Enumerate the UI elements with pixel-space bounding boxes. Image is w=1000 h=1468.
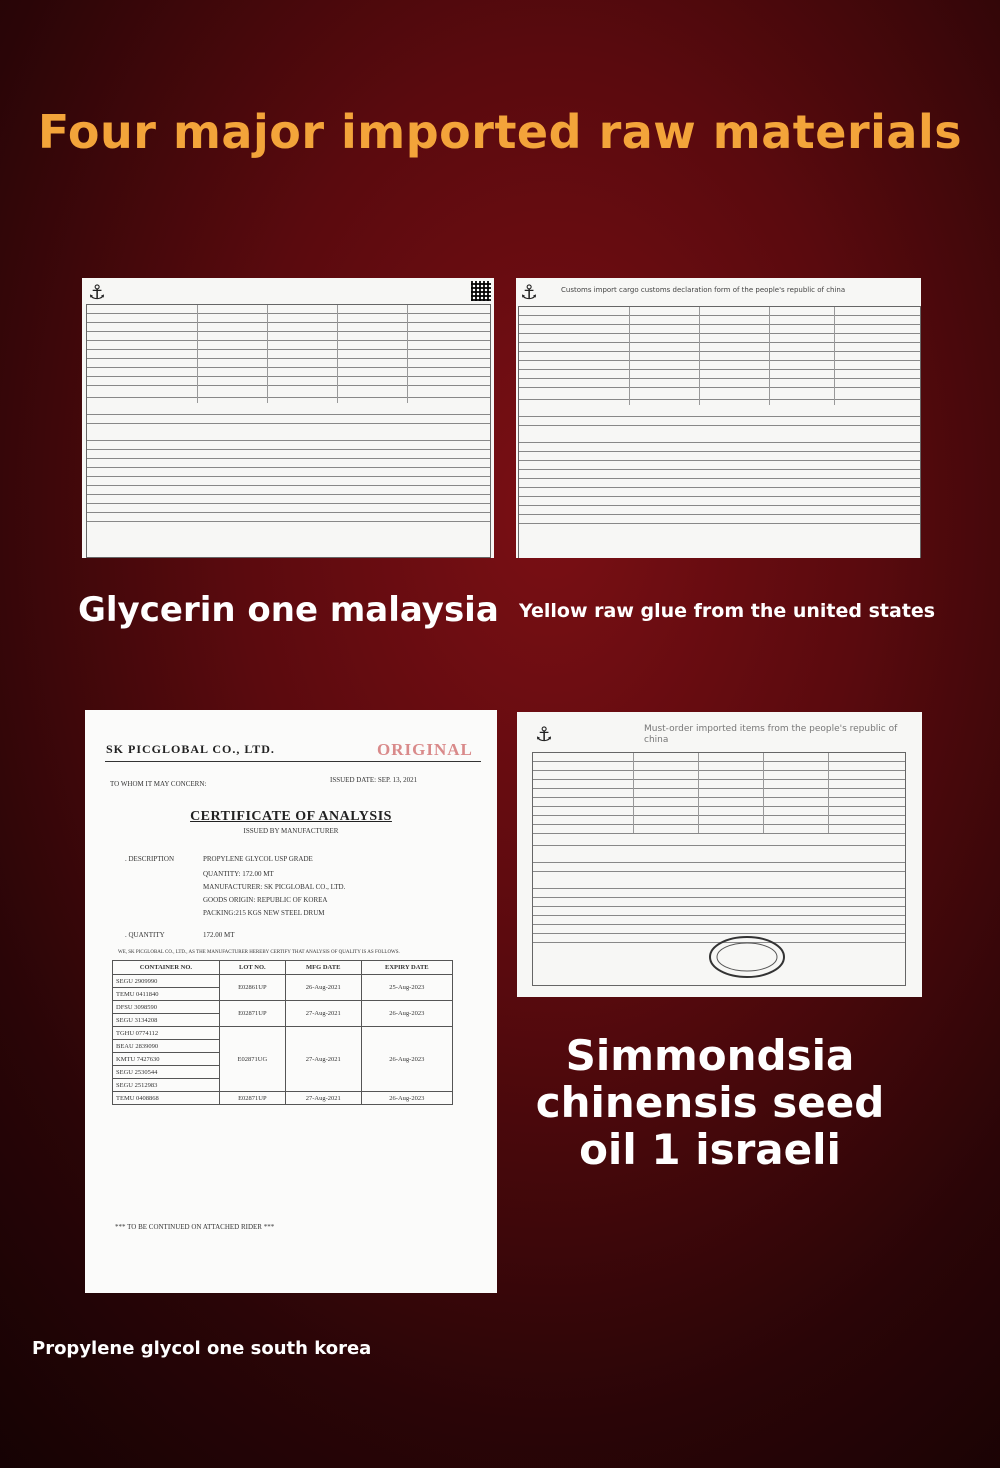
- table-row: BEAU 2839090: [113, 1040, 453, 1053]
- caption-propylene-glycol: Propylene glycol one south korea: [32, 1338, 372, 1359]
- customs-form-glycerin: [82, 278, 494, 558]
- cert-subtitle: ISSUED BY MANUFACTURER: [243, 827, 339, 835]
- table-row: KMTU 7427630: [113, 1053, 453, 1066]
- table-row: SEGU 3134208: [113, 1014, 453, 1027]
- page-title: Four major imported raw materials: [37, 105, 963, 159]
- cert-table-header: [113, 961, 453, 975]
- original-stamp: ORIGINAL: [377, 740, 473, 759]
- customs-emblem-icon: ⚓: [88, 280, 106, 304]
- form-header: Must-order imported items from the people's republic of china: [644, 724, 898, 745]
- caption-yellow-glue: Yellow raw glue from the united states: [519, 600, 936, 622]
- col-mfg: MFG DATE: [285, 961, 361, 975]
- form-grid: [518, 306, 921, 558]
- caption-jojoba: Simmondsia chinensis seed oil 1 israeli: [535, 1031, 885, 1174]
- cert-packing-line: PACKING:215 KGS NEW STEEL DRUM: [203, 909, 325, 917]
- form-grid: [86, 304, 491, 558]
- caption-glycerin: Glycerin one malaysia: [78, 590, 499, 630]
- form-header: Customs import cargo customs declaration form of the people's republic of china: [561, 286, 846, 294]
- qr-code-icon: [471, 281, 491, 301]
- table-row: SEGU 2530544: [113, 1066, 453, 1079]
- cert-table: [112, 960, 453, 1105]
- col-container: CONTAINER NO.: [113, 961, 220, 975]
- cert-company-name: SK PICGLOBAL CO., LTD.: [106, 742, 275, 756]
- col-expiry: EXPIRY DATE: [361, 961, 452, 975]
- customs-emblem-icon: ⚓: [535, 722, 553, 746]
- table-row: TGHU 0774112 E02871UG 27-Aug-2021 26-Aug-2023: [113, 1027, 453, 1040]
- cert-description: PROPYLENE GLYCOL USP GRADE: [203, 855, 313, 863]
- table-row: TEMU 0411840: [113, 988, 453, 1001]
- cert-quantity-label: . QUANTITY: [125, 931, 165, 939]
- cert-issued-date: ISSUED DATE: SEP. 13, 2021: [330, 776, 418, 784]
- cert-footer: *** TO BE CONTINUED ON ATTACHED RIDER ***: [115, 1223, 275, 1231]
- cert-to-whom: TO WHOM IT MAY CONCERN:: [110, 780, 207, 788]
- customs-seal-icon: [707, 934, 787, 980]
- cert-certify-line: WE, SK PICGLOBAL CO., LTD., AS THE MANUFACTURER HEREBY CERTIFY THAT ANALYSIS OF QUALITY IS AS FOLLOWS.: [118, 950, 400, 955]
- table-row: DFSU 3098590 E02871UP 27-Aug-2021 26-Aug-2023: [113, 1001, 453, 1014]
- table-row: SEGU 2512983: [113, 1079, 453, 1092]
- table-row: TEMU 0408868 E02871UP 27-Aug-2021 26-Aug-2023: [113, 1092, 453, 1105]
- col-lot: LOT NO.: [219, 961, 285, 975]
- cert-quantity-value: 172.00 MT: [203, 931, 235, 939]
- certificate-of-analysis: [85, 710, 497, 1293]
- customs-form-jojoba: [517, 712, 922, 997]
- cert-manufacturer-line: MANUFACTURER: SK PICGLOBAL CO., LTD.: [203, 883, 346, 891]
- cert-quantity-line: QUANTITY: 172.00 MT: [203, 870, 274, 878]
- cert-title: CERTIFICATE OF ANALYSIS: [190, 809, 392, 824]
- cert-origin-line: GOODS ORIGIN: REPUBLIC OF KOREA: [203, 896, 328, 904]
- table-row: SEGU 2909990 E02861UP 26-Aug-2021 25-Aug-2023: [113, 975, 453, 988]
- customs-emblem-icon: ⚓: [520, 280, 538, 304]
- customs-form-yellow-glue: [516, 278, 921, 558]
- cert-description-label: . DESCRIPTION: [125, 855, 175, 863]
